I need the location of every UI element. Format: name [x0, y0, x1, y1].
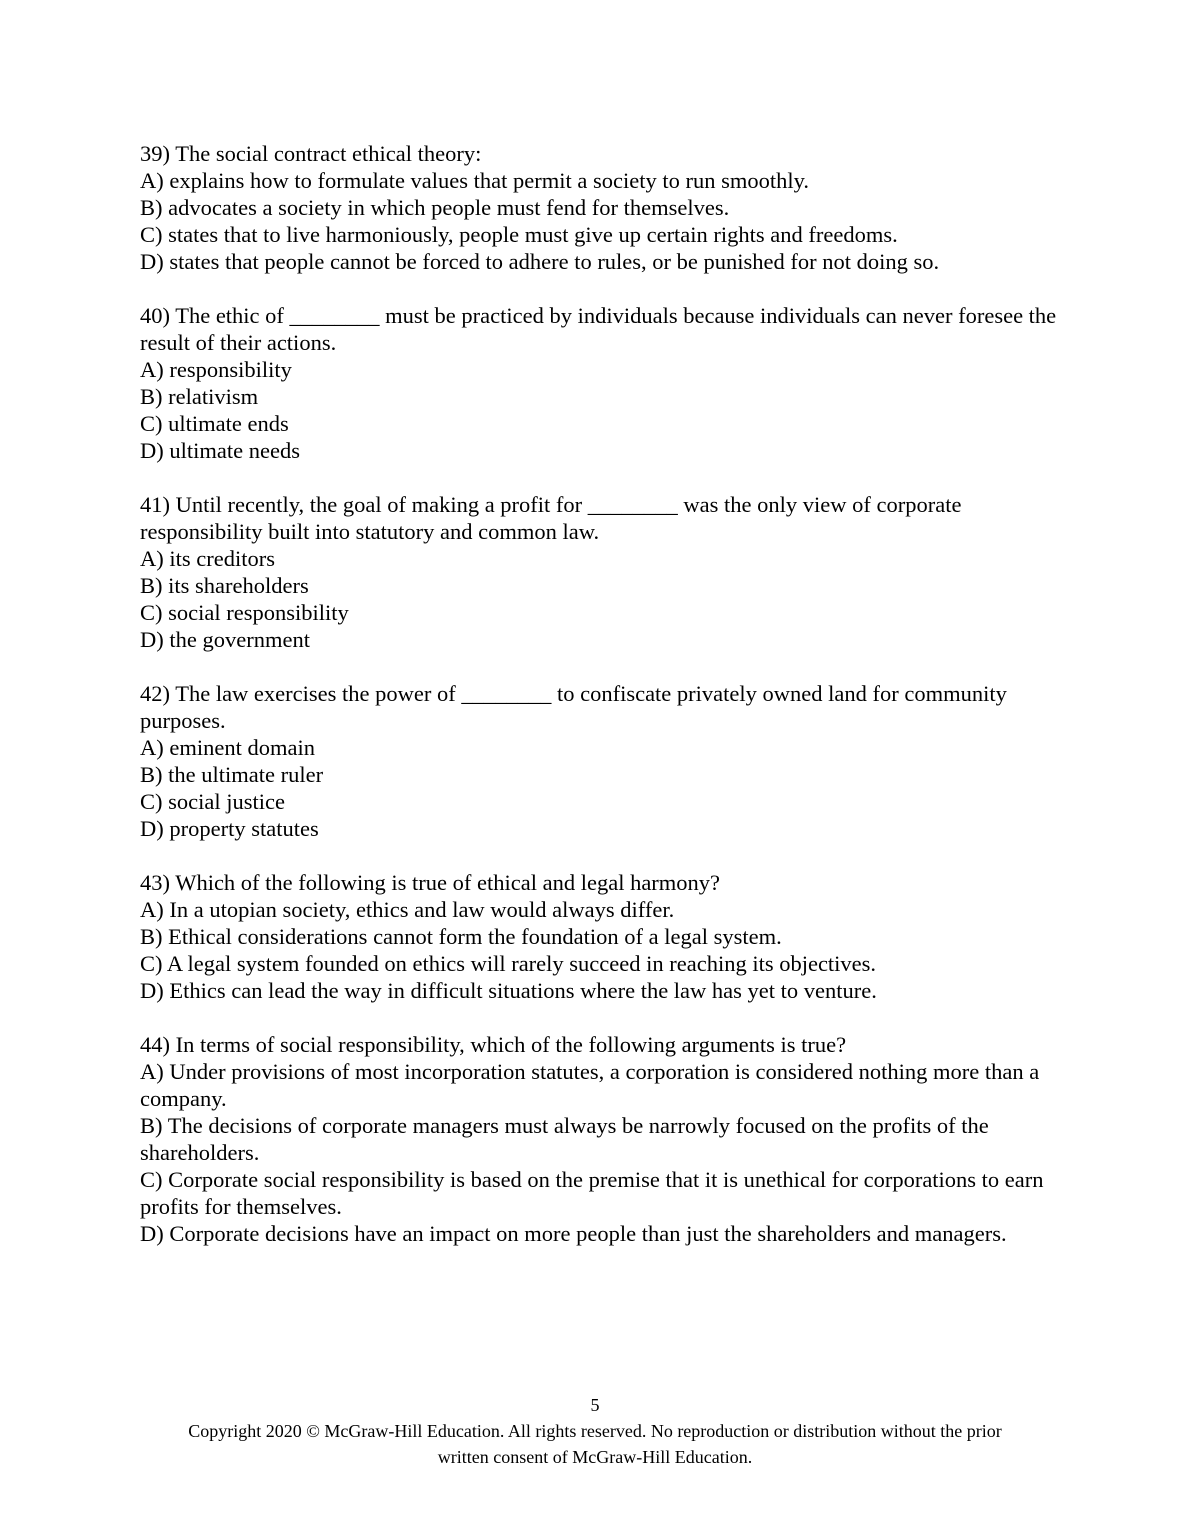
question-stem: 41) Until recently, the goal of making a profit for ________ was the only view of corporate responsibility built into statutory and common law. — [140, 492, 962, 544]
option-d: D) ultimate needs — [140, 438, 300, 463]
page-number: 5 — [590, 1395, 600, 1415]
question-41 — [140, 491, 1060, 653]
page-footer — [0, 1392, 1190, 1470]
question-43 — [140, 869, 1060, 1004]
option-c: C) Corporate social responsibility is based on the premise that it is unethical for corporations to earn profits for themselves. — [140, 1167, 1044, 1219]
question-42 — [140, 680, 1060, 842]
option-b: B) its shareholders — [140, 573, 309, 598]
question-list — [140, 140, 1060, 1274]
option-c: C) ultimate ends — [140, 411, 289, 436]
option-b: B) relativism — [140, 384, 259, 409]
copyright-line-2: written consent of McGraw-Hill Education. — [437, 1447, 753, 1467]
option-c: C) states that to live harmoniously, people must give up certain rights and freedoms. — [140, 222, 898, 247]
question-stem: 40) The ethic of ________ must be practiced by individuals because individuals can never foresee the result of their actions. — [140, 303, 1057, 355]
option-d: D) property statutes — [140, 816, 319, 841]
option-b: B) advocates a society in which people must fend for themselves. — [140, 195, 730, 220]
option-b: B) The decisions of corporate managers must always be narrowly focused on the profits of the shareholders. — [140, 1113, 989, 1165]
option-a: A) eminent domain — [140, 735, 315, 760]
option-a: A) Under provisions of most incorporation statutes, a corporation is considered nothing more than a company. — [140, 1059, 1040, 1111]
question-39 — [140, 140, 1060, 275]
question-stem: 43) Which of the following is true of ethical and legal harmony? — [140, 870, 721, 895]
option-c: C) A legal system founded on ethics will rarely succeed in reaching its objectives. — [140, 951, 877, 976]
option-c: C) social justice — [140, 789, 285, 814]
copyright-line-1: Copyright 2020 © McGraw-Hill Education. All rights reserved. No reproduction or distribution without the prior — [188, 1421, 1002, 1441]
option-a: A) responsibility — [140, 357, 292, 382]
option-b: B) the ultimate ruler — [140, 762, 324, 787]
question-40 — [140, 302, 1060, 464]
option-d: D) Corporate decisions have an impact on more people than just the shareholders and managers. — [140, 1221, 1007, 1246]
option-a: A) explains how to formulate values that permit a society to run smoothly. — [140, 168, 810, 193]
option-a: A) In a utopian society, ethics and law would always differ. — [140, 897, 675, 922]
option-c: C) social responsibility — [140, 600, 349, 625]
option-d: D) the government — [140, 627, 310, 652]
question-stem: 44) In terms of social responsibility, which of the following arguments is true? — [140, 1032, 847, 1057]
question-44 — [140, 1031, 1060, 1247]
option-b: B) Ethical considerations cannot form the foundation of a legal system. — [140, 924, 782, 949]
option-d: D) Ethics can lead the way in difficult situations where the law has yet to venture. — [140, 978, 877, 1003]
question-stem: 42) The law exercises the power of ________ to confiscate privately owned land for community purposes. — [140, 681, 1007, 733]
option-d: D) states that people cannot be forced to adhere to rules, or be punished for not doing so. — [140, 249, 940, 274]
question-stem: 39) The social contract ethical theory: — [140, 141, 482, 166]
option-a: A) its creditors — [140, 546, 275, 571]
